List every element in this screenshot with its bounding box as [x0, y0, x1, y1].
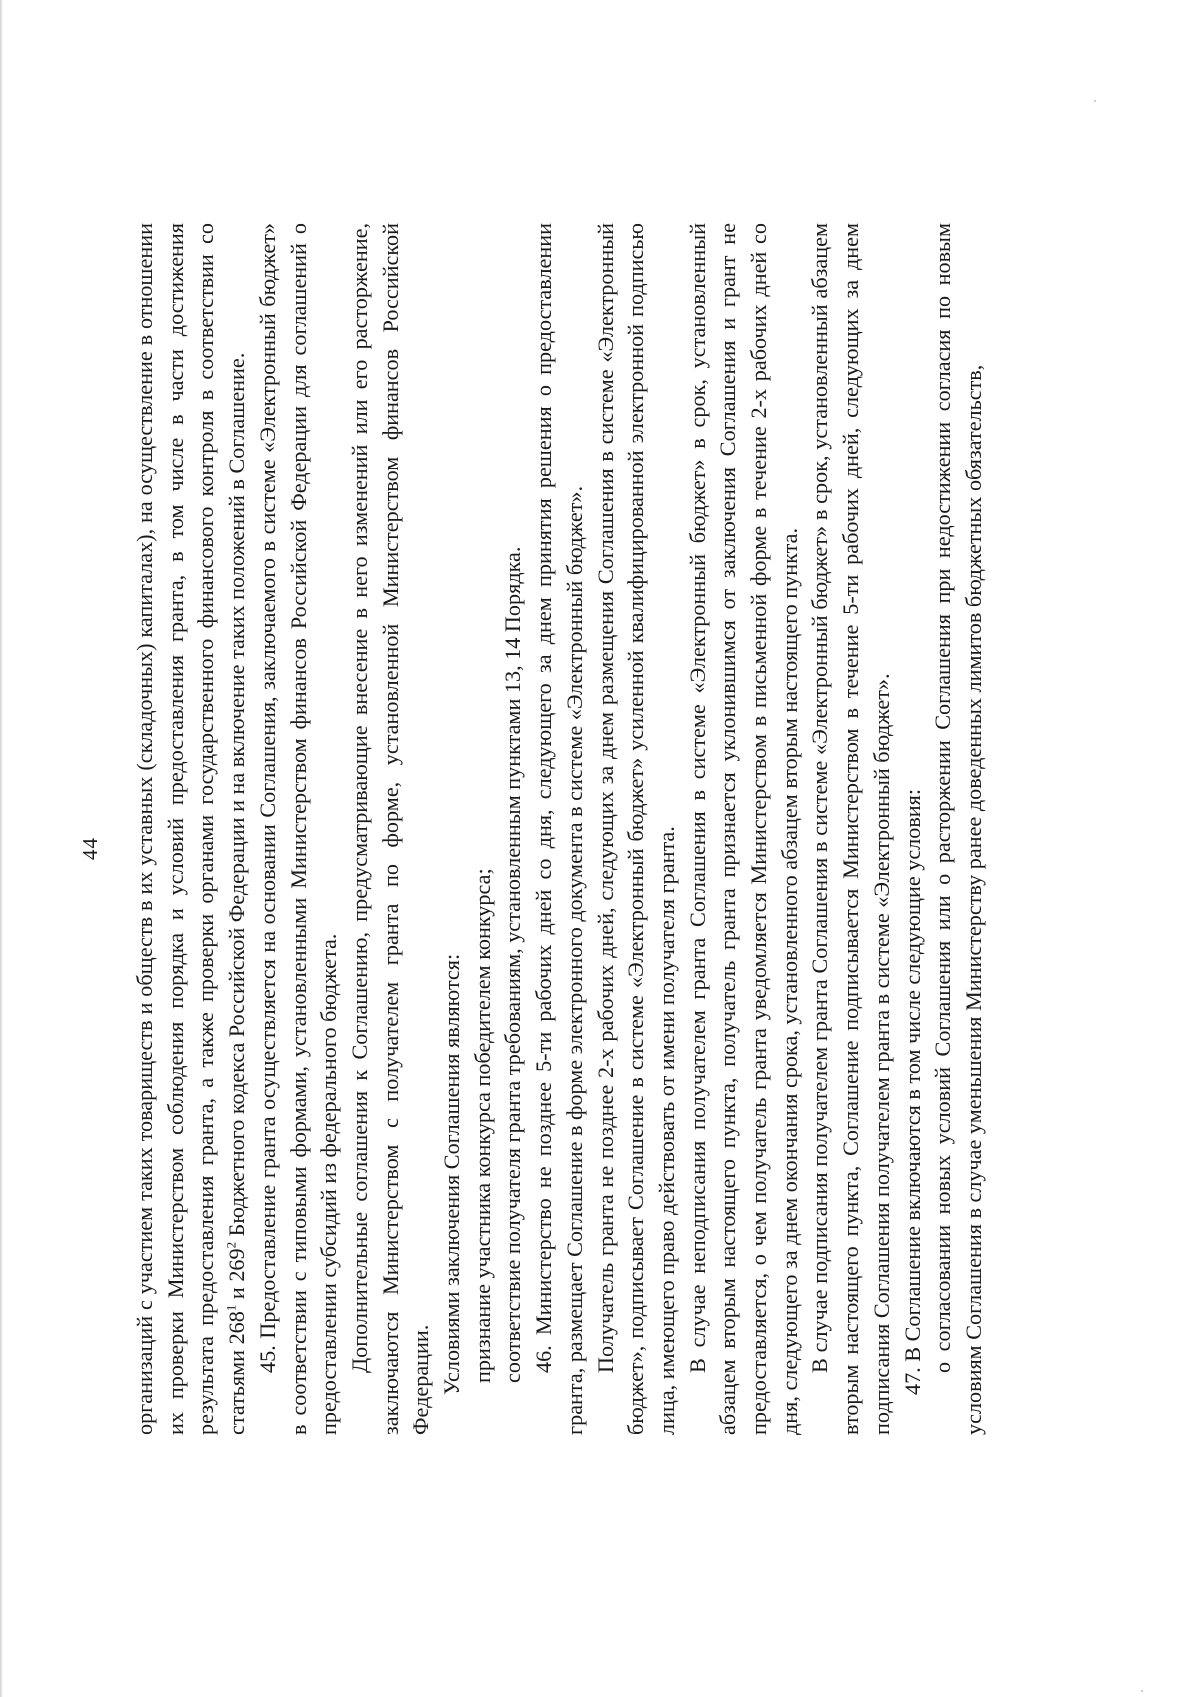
superscript: 2	[223, 1241, 239, 1249]
superscript: 1	[223, 1304, 239, 1312]
paragraph-45: 45. Предоставление гранта осуществляется на основании Соглашения, заключаемого в системе «Электронный бюджет» в соответствии с типовыми формами, установленными Министерством финансов Российской Федерации для соглашений о предоставлении субсидий из федерального бюджета.	[254, 223, 342, 1435]
paragraph-46: 46. Министерство не позднее 5-ти рабочих дней со дня, следующего за днем принятия решения о предоставлении гранта, размещает Соглашение в форме электронного документа в системе «Электронный бюджет».	[531, 223, 587, 1435]
paragraph-ministry-signing: В случае подписания получателем гранта Соглашения в системе «Электронный бюджет» в срок, установленный абзацем вторым настоящего пункта, Соглашение подписывается Министерством в течение 5-ти рабочих дней, следующих за днем подписания Соглашения получателем гранта в системе «Электронный бюджет».	[807, 223, 894, 1435]
paragraph-text: и 269	[224, 1248, 250, 1305]
paragraph-text: организаций с участием таких товариществ и обществ в их уставных (складочных) капиталах), на осуществление в отношении их проверки Министерством соблюдения порядка и условий предоставления гранта, в том числе в части достижения результата предоставления гранта, а также проверки органами государственного финансового контроля в соответствии со статьями 268	[132, 223, 250, 1435]
paragraph-new-conditions: о согласовании новых условий Соглашения или о расторжении Соглашения при недостижении согласия по новым условиям Соглашения в случае уменьшения Министерству ранее доведенных лимитов бюджетных обязательств,	[930, 223, 986, 1435]
paragraph-text: Бюджетного кодекса Российской Федерации и на включение таких положений в Соглашение.	[224, 352, 250, 1242]
paragraph-conditions-heading: Условиями заключения Соглашения являются:	[439, 953, 465, 1395]
paragraph-signing: Получатель гранта не позднее 2-х рабочих дней, следующих за днем размещения Соглашения в системе «Электронный бюджет», подписывает Соглашение в системе «Электронный бюджет» усиленной квалифицированной электронной подписью лица, имеющего право действовать от имени получателя гранта.	[592, 223, 679, 1435]
list-item: признание участника конкурса победителем конкурса;	[469, 868, 495, 1383]
paragraph-47: 47. В Соглашение включаются в том числе следующие условия:	[899, 788, 925, 1395]
document-body	[130, 223, 990, 1435]
paragraph-additional-agreements: Дополнительные соглашения к Соглашению, предусматривающие внесение в него изменений или его расторжение, заключаются Министерством с получателем гранта по форме, установленной Министерством финансов Российской Федерации.	[346, 223, 434, 1435]
paragraph-non-signing: В случае неподписания получателем гранта Соглашения в системе «Электронный бюджет» в срок, установленный абзацем вторым настоящего пункта, получатель гранта признается уклонившимся от заключения Соглашения и грант не предоставляется, о чем получатель гранта уведомляется Министерством в письменной форме в течение 2-х рабочих дней со дня, следующего за днем окончания срока, установленного абзацем вторым настоящего пункта.	[684, 223, 802, 1435]
paragraph-continuation	[130, 223, 253, 1435]
list-item: соответствие получателя гранта требованиям, установленным пунктами 13, 14 Порядка.	[500, 546, 526, 1383]
page-number: 44	[78, 837, 102, 860]
